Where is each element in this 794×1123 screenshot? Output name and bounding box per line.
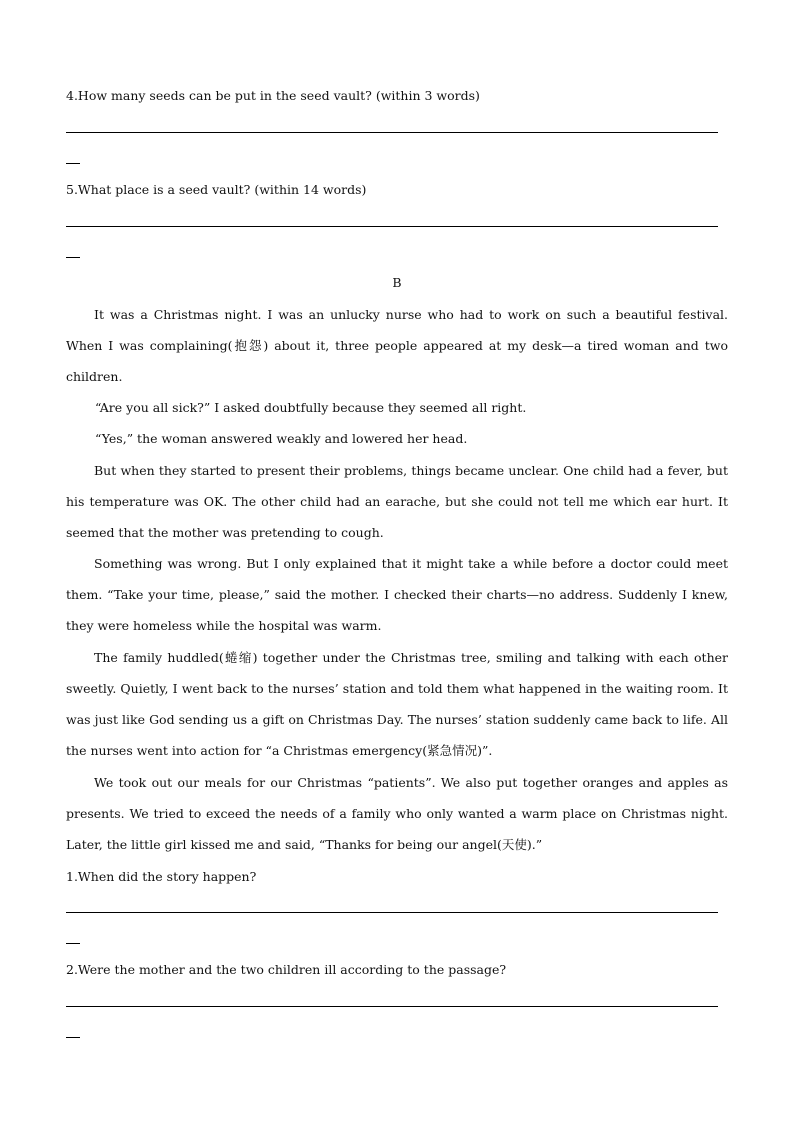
answer-line-4-end xyxy=(66,163,80,164)
question-1: 1.When did the story happen? xyxy=(66,869,257,884)
paragraph-4: But when they started to present their problems, things became unclear. One child had a fever, but his temperature was OK. The other child had an earache, but she could not tell me which ear hurt. It seemed that the mother was pretending to cough. xyxy=(66,463,728,540)
question-4: 4.How many seeds can be put in the seed vault? (within 3 words) xyxy=(66,88,480,103)
answer-line-2[interactable] xyxy=(66,1006,718,1007)
answer-line-5[interactable] xyxy=(66,226,718,227)
answer-line-4[interactable] xyxy=(66,132,718,133)
question-2: 2.Were the mother and the two children ill according to the passage? xyxy=(66,962,507,977)
section-heading: B xyxy=(392,275,402,290)
answer-line-2-end xyxy=(66,1037,80,1038)
answer-line-5-end xyxy=(66,257,80,258)
paragraph-3: “Yes,” the woman answered weakly and lowered her head. xyxy=(95,431,468,446)
paragraph-5: Something was wrong. But I only explained that it might take a while before a doctor could meet them. “Take your time, please,” said the mother. I checked their charts—no address. Suddenly I knew, they were homeless while the hospital was warm. xyxy=(66,556,728,633)
answer-line-1-end xyxy=(66,943,80,944)
paragraph-1: It was a Christmas night. I was an unlucky nurse who had to work on such a beautiful festival. When I was complaining(抱怨) about it, three people appeared at my desk—a tired woman and two children. xyxy=(66,307,728,384)
paragraph-6: The family huddled(蜷缩) together under the Christmas tree, smiling and talking with each other sweetly. Quietly, I went back to the nurses’ station and told them what happened in the waiting room. It was just like God sending us a gift on Christmas Day. The nurses’ station suddenly came back to life. All the nurses went into action for “a Christmas emergency(紧急情况)”. xyxy=(66,650,728,758)
paragraph-7: We took out our meals for our Christmas “patients”. We also put together oranges and apples as presents. We tried to exceed the needs of a family who only wanted a warm place on Christmas night. Later, the little girl kissed me and said, “Thanks for being our angel(天使).” xyxy=(66,775,728,852)
question-5: 5.What place is a seed vault? (within 14 words) xyxy=(66,182,367,197)
paragraph-2: “Are you all sick?” I asked doubtfully because they seemed all right. xyxy=(95,400,527,415)
answer-line-1[interactable] xyxy=(66,912,718,913)
